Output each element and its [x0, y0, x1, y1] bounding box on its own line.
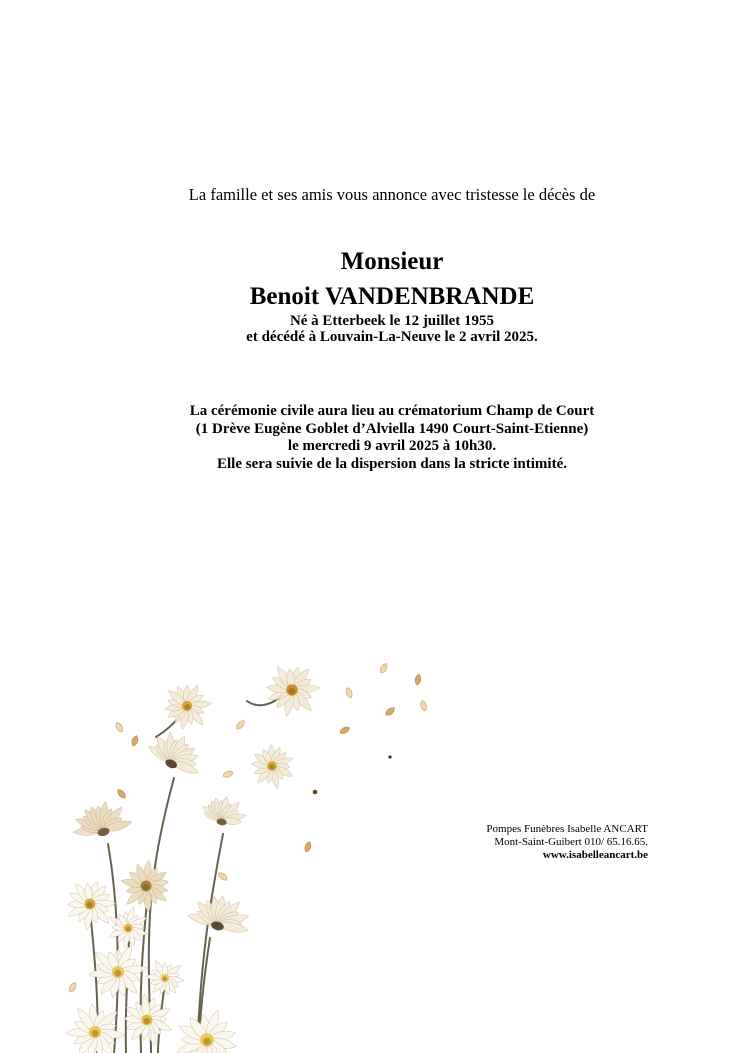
birth-line: Né à Etterbeek le 12 juillet 1955 — [289, 313, 495, 329]
funeral-home-block — [486, 823, 648, 863]
deceased-name: Benoit VANDENBRANDE — [249, 283, 535, 310]
death-line: et décédé à Louvain-La-Neuve le 2 avril 2025. — [246, 328, 538, 345]
ceremony-block — [0, 403, 744, 473]
funeral-home-website: www.isabelleancart.be — [542, 849, 648, 862]
ceremony-line-2: (1 Drève Eugène Goblet d’Alviella 1490 Court-Saint-Etienne) — [195, 420, 589, 437]
deceased-salutation: Monsieur — [340, 248, 444, 275]
funeral-home-name: Pompes Funèbres Isabelle ANCART — [486, 823, 648, 835]
funeral-home-address-phone: Mont-Saint-Guibert 010/ 65.16.65. — [494, 836, 648, 849]
ceremony-line-3: le mercredi 9 avril 2025 à 10h30. — [287, 438, 497, 455]
ceremony-line-4: Elle sera suivie de la dispersion dans la stricte intimité. — [217, 455, 567, 472]
ceremony-line-1: La cérémonie civile aura lieu au crématorium Champ de Court — [189, 403, 595, 419]
birth-death-block — [0, 314, 744, 346]
deceased-title-block — [0, 244, 744, 314]
daisies-artwork — [0, 640, 460, 1053]
daisies-illustration — [0, 640, 460, 1053]
announcement-line: La famille et ses amis vous annonce avec tristesse le décès de — [188, 185, 596, 204]
